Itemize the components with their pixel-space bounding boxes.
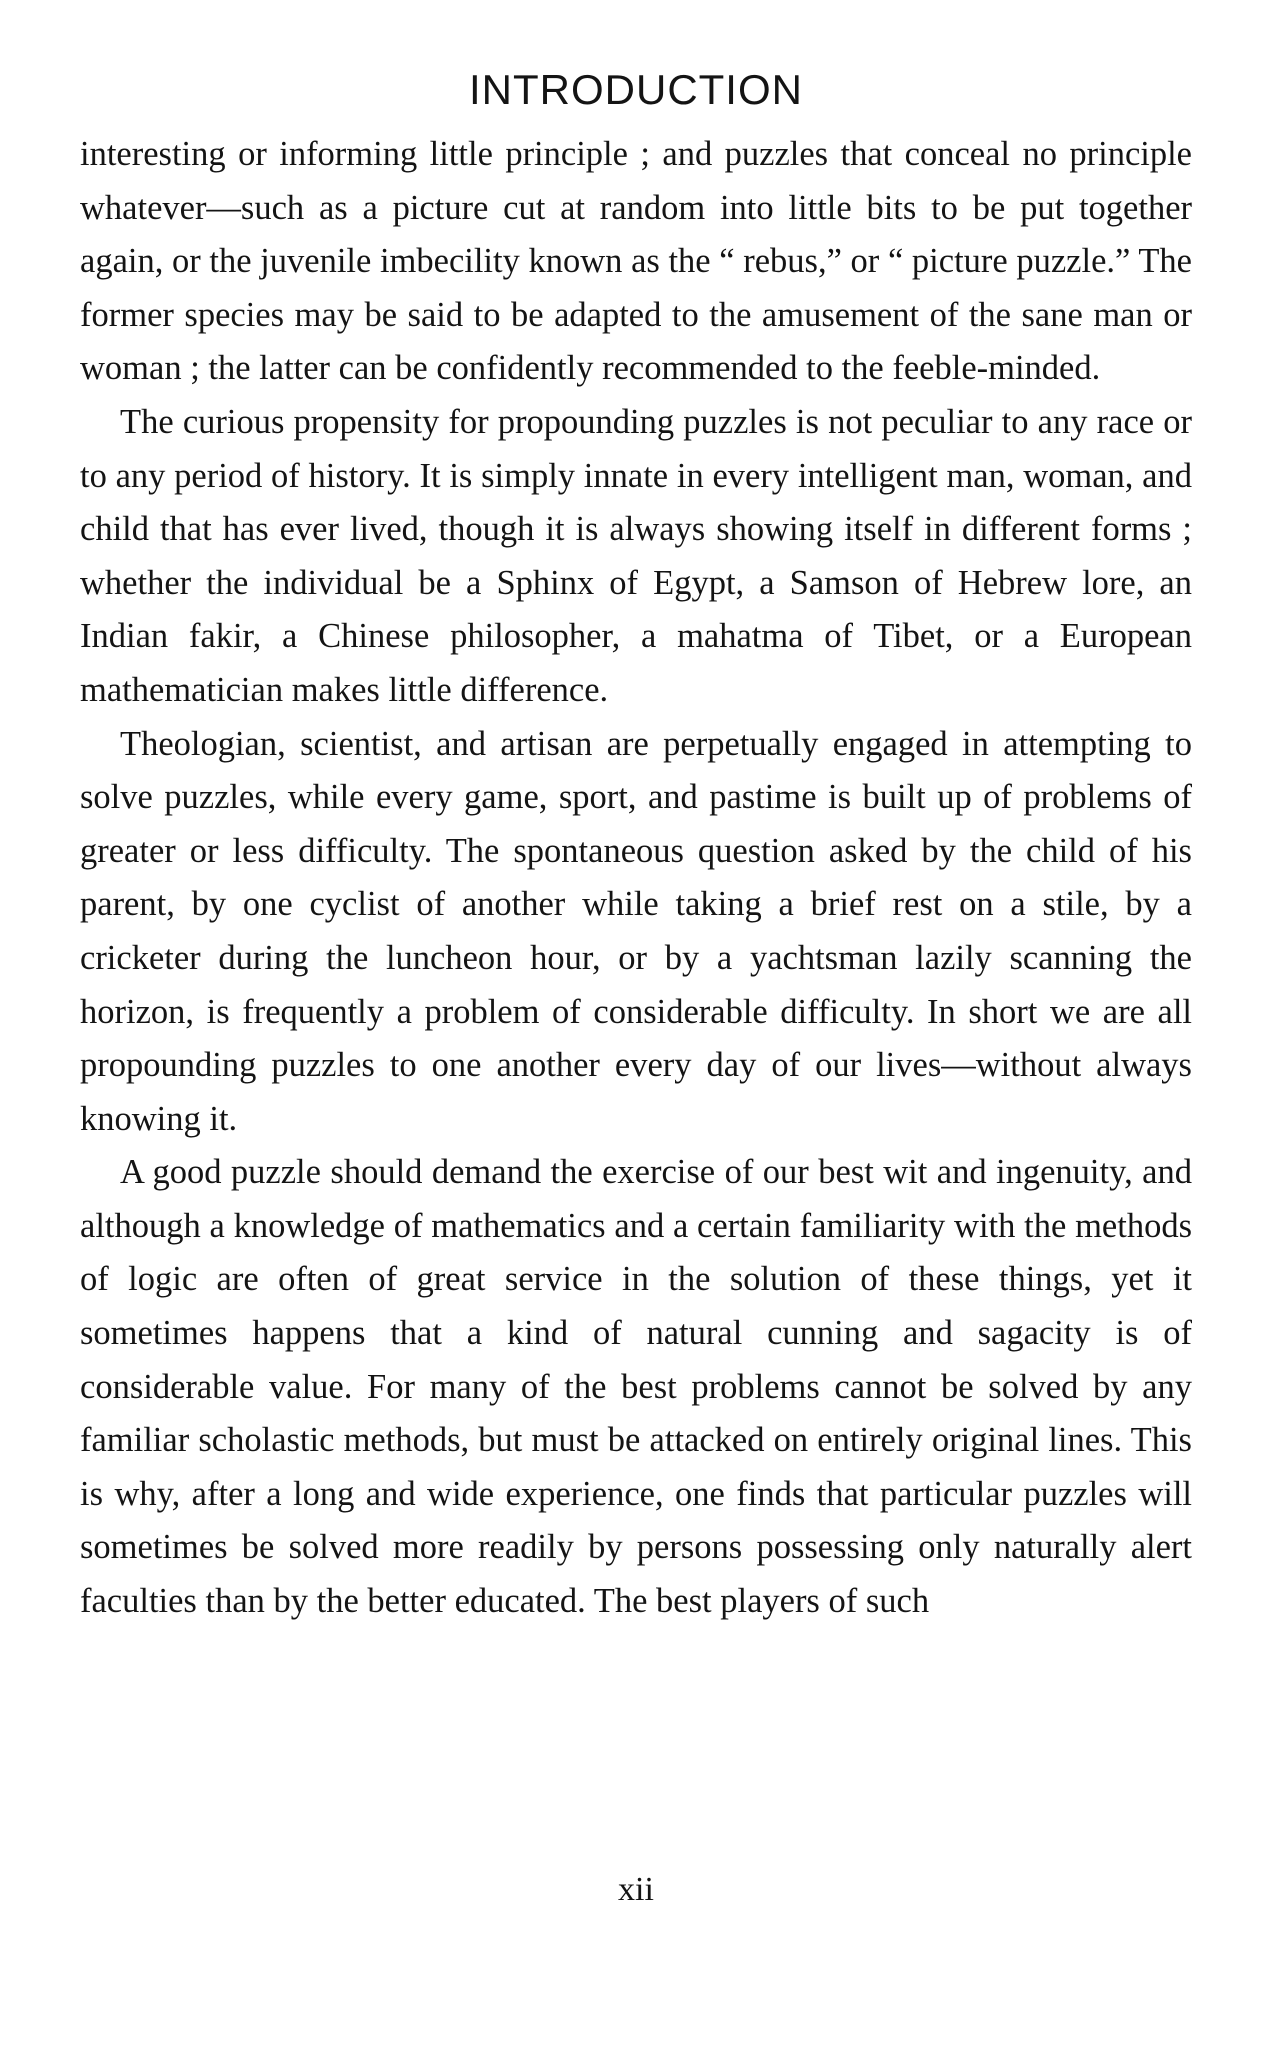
paragraph: Theologian, scientist, and artisan are perpetually engaged in attempting to solve puzzles, while every game, sport, and pastime is built up of problems of greater or less difficulty. The spontaneous question asked by the child of his parent, by one cyclist of another while taking a brief rest on a stile, by a cricketer during the luncheon hour, or by a yachtsman lazily scanning the horizon, is frequently a problem of considerable difficulty. In short we are all propounding puzzles to one another every day of our lives—without always knowing it. (80, 724, 1192, 1138)
paragraph-continued: interesting or informing little principle ; and puzzles that conceal no principle whatever—such as a picture cut at random into little bits to be put together again, or the juvenile imbecility known as the “ rebus,” or “ picture puzzle.” The former species may be said to be adapted to the amusement of the sane man or woman ; the latter can be confidently recommended to the feeble-minded. (80, 135, 1192, 388)
paragraph: The curious propensity for propounding puzzles is not peculiar to any race or to any period of history. It is simply innate in every intelligent man, woman, and child that has ever lived, though it is always showing itself in different forms ; whether the individual be a Sphinx of Egypt, a Samson of Hebrew lore, an Indian fakir, a Chinese philosopher, a mahatma of Tibet, or a European mathematician makes little difference. (80, 402, 1192, 709)
page-number: xii (618, 1871, 654, 1908)
paragraph: A good puzzle should demand the exercise of our best wit and ingenuity, and although a knowledge of mathematics and a certain familiarity with the methods of logic are often of great service in the solution of these things, yet it sometimes happens that a kind of natural cunning and sagacity is of considerable value. For many of the best problems cannot be solved by any familiar scholastic methods, but must be attacked on entirely original lines. This is why, after a long and wide experience, one finds that particular puzzles will sometimes be solved more readily by persons possessing only naturally alert faculties than by the better educated. The best players of such (80, 1153, 1192, 1621)
running-head-title: INTRODUCTION (469, 66, 803, 113)
book-page (80, 62, 1192, 2022)
body-text (80, 128, 1192, 1629)
